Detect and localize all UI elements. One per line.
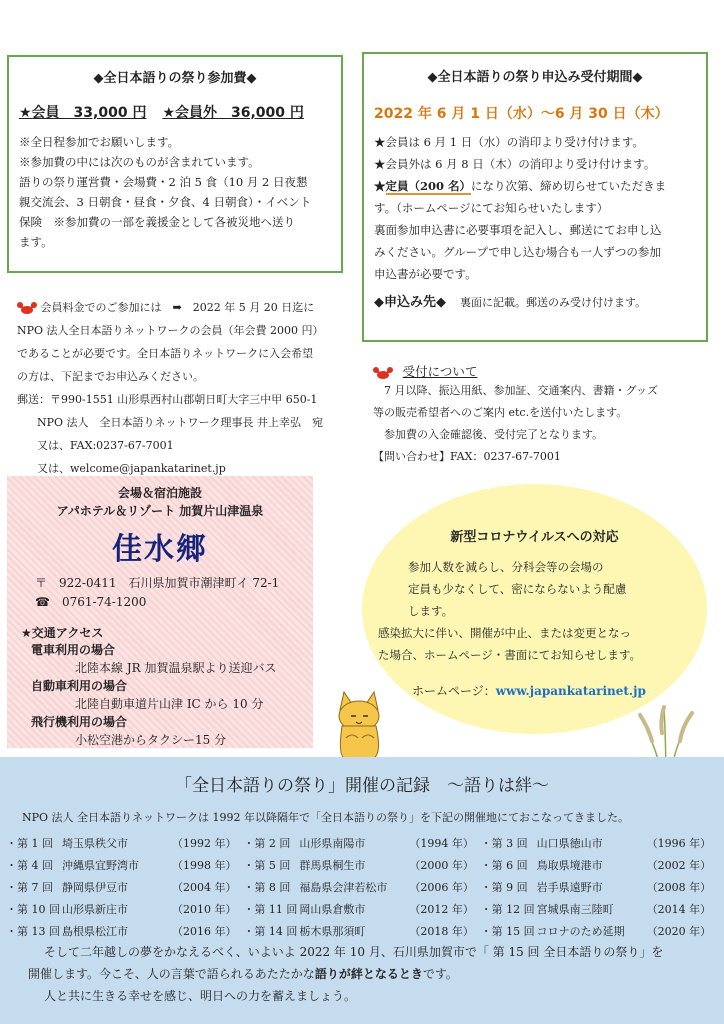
member-email-line: 又は、welcome@japankatarinet.jp <box>37 462 226 475</box>
history-event: ・第 1 回 埼玉県秩父市 （1992 年） <box>6 837 237 850</box>
history-row <box>6 920 718 942</box>
homepage-line <box>412 682 646 699</box>
history-section <box>0 757 724 1024</box>
member-price: ★会員 33,000 円 <box>19 105 147 121</box>
reception-line: 参加費の入金確認後、受付完了となります。 <box>373 428 604 441</box>
access-plane-detail: 小松空港からタクシー15 分 <box>75 733 227 747</box>
reception-line: 等の販売希望者へのご案内 etc.を送付いたします。 <box>373 406 628 419</box>
member-line: であることが必要です。全日本語りネットワークに入会希望 <box>17 347 314 360</box>
apply-row <box>374 291 696 310</box>
venue-phone: ☎ 0761-74-1200 <box>35 595 147 609</box>
corona-notice <box>362 484 707 734</box>
corona-title: 新型コロナウイルスへの対応 <box>450 530 619 545</box>
period-line: みください。グループで申し込む場合も一人ずつの参加 <box>374 245 661 259</box>
closing-text: です。 <box>422 967 458 981</box>
reception-line: 7 月以降、振込用紙、参加証、交通案内、書籍・グッズ <box>373 384 658 397</box>
history-closing <box>28 941 708 1007</box>
corona-line: 参加人数を減らし、分科会等の会場の <box>408 560 604 574</box>
period-dates: 2022 年 6 月 1 日（水）～6 月 30 日（木） <box>374 106 669 122</box>
venue-heading: 会場＆宿泊施設 <box>117 486 202 500</box>
member-section <box>17 296 347 480</box>
homepage-label: ホームページ： <box>412 684 496 698</box>
fee-details <box>19 132 331 252</box>
crab-icon <box>373 367 393 380</box>
closing-line <box>28 963 708 985</box>
apply-title: ◆申込み先◆ <box>374 295 446 310</box>
history-event: ・第 13 回 島根県松江市 （2016 年） <box>6 925 237 938</box>
period-capacity-line <box>374 175 696 197</box>
history-row <box>6 832 718 854</box>
member-heading-line <box>17 296 347 319</box>
history-event: ・第 4 回 沖縄県宜野湾市 （1998 年） <box>6 859 237 872</box>
period-title: ◆全日本語りの祭り申込み受付期間◆ <box>427 70 643 85</box>
closing-line: そして二年越しの夢をかなえるべく、いよいよ 2022 年 10 月、石川県加賀市で「 第 15 回 全日本語りの祭り」を <box>44 945 664 959</box>
closing-line: 人と共に生きる幸せを感じ、明日への力を蓄えましょう。 <box>44 989 357 1003</box>
closing-emphasis: 語りが絆となるとき <box>314 967 423 981</box>
reception-contact: 【問い合わせ】FAX：0237-67-7001 <box>373 450 561 463</box>
access-plane-heading: 飛行機利用の場合 <box>31 715 128 729</box>
access-train-detail: 北陸本線 JR 加賀温泉駅より送迎バス <box>75 661 277 675</box>
period-line: 裏面参加申込書に必要事項を記入し、郵送にてお申し込 <box>374 223 662 237</box>
fee-line: 保険 ※参加費の一部を義援金として各被災地へ送り <box>19 215 295 229</box>
access-train-heading: 電車利用の場合 <box>31 643 116 657</box>
history-event: ・第 14 回 栃木県那須町 （2018 年） <box>243 925 474 938</box>
history-title: 「全日本語りの祭り」開催の記録 ～語りは絆～ <box>175 776 549 796</box>
access-car-detail: 北陸自動車道片山津 IC から 10 分 <box>75 697 264 711</box>
venue-box <box>7 476 313 748</box>
fee-line: ※全日程参加でお願いします。 <box>19 135 180 149</box>
history-row <box>6 876 718 898</box>
history-row <box>6 854 718 876</box>
closing-text: 開催します。今こそ、人の言葉で語られるあたたかな <box>28 967 315 981</box>
history-event: ・第 8 回 福島県会津若松市 （2006 年） <box>243 881 474 894</box>
venue-name: 佳水郷 <box>112 532 208 567</box>
member-line: 会員料金でのご参加には ➡ 2022 年 5 月 20 日迄に <box>40 301 315 314</box>
member-line: NPO 法人全日本語りネットワークの会員（年会費 2000 円） <box>17 324 324 337</box>
period-capacity-line2: す。（ホームページにてお知らせいたします） <box>374 201 609 215</box>
history-event: ・第 15 回 コロナのため延期 （2020 年） <box>480 925 712 938</box>
corona-line: 定員も少なくして、密にならないよう配慮 <box>408 582 627 596</box>
corona-line: 感染拡大に伴い、開催が中止、または変更となっ <box>378 626 631 640</box>
venue-hotel: アパホテル＆リゾート 加賀片山津温泉 <box>56 504 264 518</box>
history-event: ・第 6 回 鳥取県境港市 （2002 年） <box>480 859 712 872</box>
member-line: NPO 法人 全日本語りネットワーク理事長 井上幸弘 宛 <box>37 416 324 429</box>
member-line: 郵送：〒990-1551 山形県西村山郡朝日町大字三中甲 650-1 <box>17 393 318 406</box>
fee-line: 語りの祭り運営費・会場費・2 泊 5 食（10 月 2 日夜懇 <box>19 175 308 189</box>
history-event: ・第 3 回 山口県徳山市 （1996 年） <box>480 837 712 850</box>
fee-line: ます。 <box>19 235 53 249</box>
fee-line: ※参加費の中には次のものが含まれています。 <box>19 155 260 169</box>
fee-prices <box>19 102 331 122</box>
corona-text <box>378 556 713 666</box>
history-table <box>6 832 718 942</box>
crab-icon <box>17 302 37 315</box>
access-car-heading: 自動車利用の場合 <box>31 679 128 693</box>
history-event: ・第 5 回 群馬県桐生市 （2000 年） <box>243 859 474 872</box>
member-line: の方は、下記までお申込みください。 <box>17 370 204 383</box>
history-event: ・第 2 回 山形県南陽市 （1994 年） <box>243 837 474 850</box>
reception-title: 受付について <box>402 364 478 379</box>
period-nonmember-line: ★会員外は 6 月 8 日（木）の消印より受け付けます。 <box>374 157 656 171</box>
reception-section <box>373 362 708 468</box>
homepage-link[interactable]: www.japankatarinet.jp <box>495 684 646 698</box>
capacity-label: 定員（200 名） <box>385 179 472 193</box>
corona-line: た場合、ホームページ・書面にてお知らせします。 <box>378 648 642 662</box>
history-intro: NPO 法人 全日本語りネットワークは 1992 年以降隔年で「全日本語りの祭り」を下記の開催地にておこなってきました。 <box>22 811 630 824</box>
cat-illustration-icon <box>330 682 390 762</box>
period-box <box>362 52 708 342</box>
period-member-line: ★会員は 6 月 1 日（水）の消印より受け付けます。 <box>374 135 644 149</box>
fee-line: 親交流会、3 日朝食・昼食・夕食、4 日朝食）・イベント <box>19 195 312 209</box>
history-event: ・第 9 回 岩手県遠野市 （2008 年） <box>480 881 712 894</box>
member-line: 又は、FAX:0237-67-7001 <box>37 439 174 452</box>
capacity-rest: になり次第、締め切らせていただきま <box>471 179 667 193</box>
period-line: 申込書が必要です。 <box>374 267 477 281</box>
history-row <box>6 898 718 920</box>
history-event: ・第 11 回 岡山県倉敷市 （2012 年） <box>243 903 474 916</box>
corona-line: します。 <box>408 604 454 618</box>
history-event: ・第 12 回 宮城県南三陸町 （2014 年） <box>480 903 712 916</box>
venue-postal: 〒 922-0411 石川県加賀市潮津町イ 72-1 <box>35 576 280 590</box>
history-event: ・第 10 回 山形県新庄市 （2010 年） <box>6 903 237 916</box>
apply-text: 裏面に記載。郵送のみ受け付けます。 <box>460 296 647 309</box>
fee-box <box>7 55 343 273</box>
history-event: ・第 7 回 静岡県伊豆市 （2004 年） <box>6 881 237 894</box>
reception-heading <box>373 362 708 380</box>
access-title: ★交通アクセス <box>21 626 104 640</box>
capacity-star: ★ <box>374 179 386 193</box>
fee-title: ◆全日本語りの祭り参加費◆ <box>93 71 257 86</box>
nonmember-price: ★会員外 36,000 円 <box>162 105 304 121</box>
